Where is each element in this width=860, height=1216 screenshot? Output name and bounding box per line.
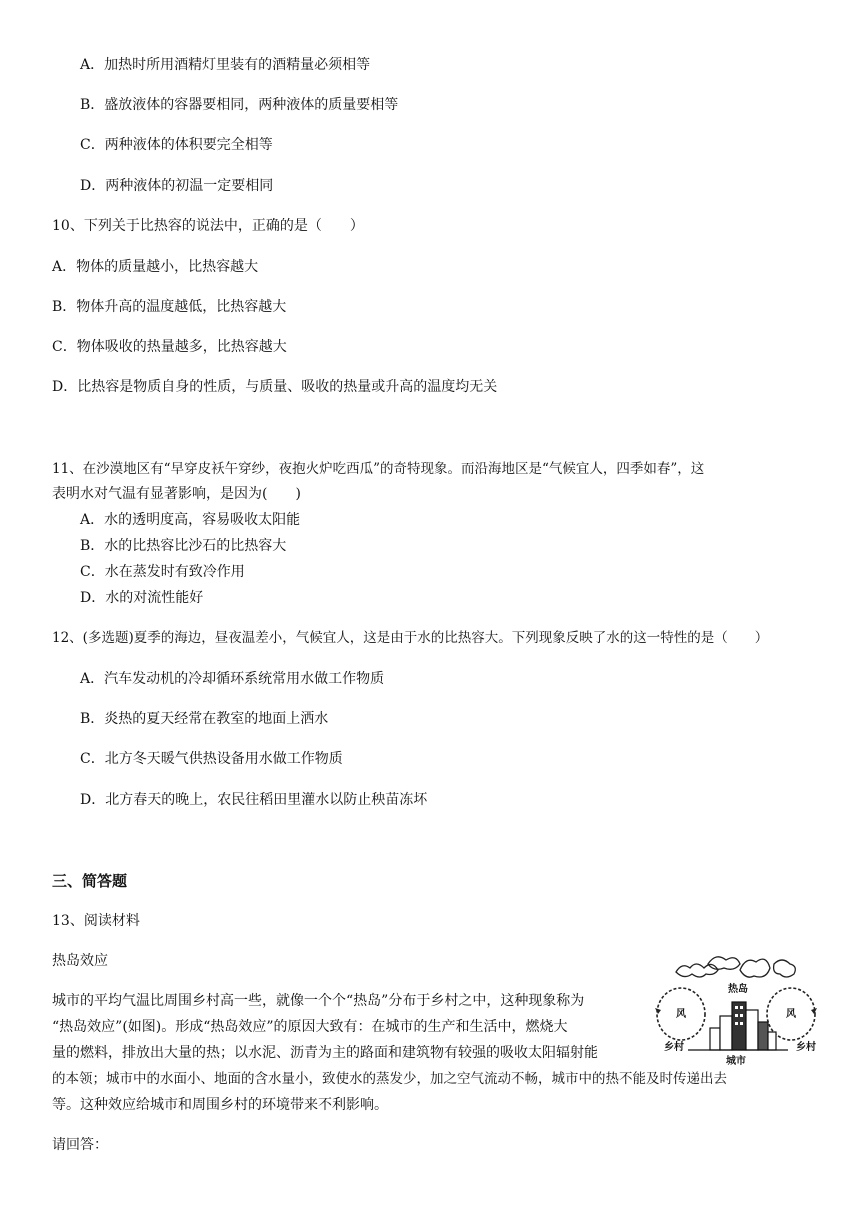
q10-option-b: B．物体升高的温度越低，比热容越大 [52, 299, 287, 315]
village-label-right: 乡村 [796, 1042, 816, 1053]
paragraph-line: 等。这种效应给城市和周围乡村的环境带来不利影响。 [52, 1097, 388, 1113]
q10-stem: 10、下列关于比热容的说法中，正确的是（ ） [52, 218, 364, 234]
smoke-cloud-icon [676, 957, 795, 977]
article-title: 热岛效应 [52, 953, 108, 969]
wind-label-left: 风 [676, 1009, 686, 1020]
q11-stem-line2: 表明水对气温有显著影响，是因为( ) [52, 486, 301, 502]
q12-option-b: B．炎热的夏天经常在教室的地面上洒水 [80, 711, 329, 727]
q9-option-c: C．两种液体的体积要完全相等 [80, 137, 273, 153]
wind-label-right: 风 [786, 1009, 796, 1020]
q11-option-a: A．水的透明度高，容易吸收太阳能 [80, 512, 301, 528]
paragraph-line: 城市的平均气温比周围乡村高一些，就像一个个“热岛”分布于乡村之中，这种现象称为 [52, 993, 585, 1009]
heat-island-figure [648, 950, 826, 1068]
village-label-left: 乡村 [664, 1042, 684, 1053]
q11-stem-line1: 11、在沙漠地区有“早穿皮袄午穿纱，夜抱火炉吃西瓜”的奇特现象。而沿海地区是“气候宜人，四季如春”，这 [52, 461, 705, 477]
q9-option-b: B．盛放液体的容器要相同，两种液体的质量要相等 [80, 97, 399, 113]
q9-option-a: A．加热时所用酒精灯里装有的酒精量必须相等 [80, 57, 371, 73]
q12-option-c: C．北方冬天暖气供热设备用水做工作物质 [80, 751, 343, 767]
q12-stem: 12、(多选题)夏季的海边，昼夜温差小，气候宜人，这是由于水的比热容大。下列现象反映了水的这一特性的是（ ） [52, 630, 769, 646]
q11-option-d: D．水的对流性能好 [80, 590, 204, 606]
q10-option-c: C．物体吸收的热量越多，比热容越大 [52, 339, 287, 355]
heat-island-label: 热岛 [728, 984, 748, 995]
section-heading: 三、简答题 [52, 872, 128, 890]
q11-option-c: C．水在蒸发时有致冷作用 [80, 564, 245, 580]
q13-title: 13、阅读材料 [52, 913, 140, 929]
answer-prompt: 请回答： [52, 1137, 108, 1153]
paragraph-line: 的本领；城市中的水面小、地面的含水量小，致使水的蒸发少，加之空气流动不畅，城市中的热不能及时传递出去 [52, 1071, 727, 1087]
paragraph-line: “热岛效应”(如图)。形成“热岛效应”的原因大致有：在城市的生产和生活中，燃烧大 [52, 1019, 568, 1035]
q11-option-b: B．水的比热容比沙石的比热容大 [80, 538, 287, 554]
city-label: 城市 [726, 1056, 746, 1067]
q12-option-a: A．汽车发动机的冷却循环系统常用水做工作物质 [80, 671, 385, 687]
q12-option-d: D．北方春天的晚上，农民往稻田里灌水以防止秧苗冻坏 [80, 792, 428, 808]
q10-option-d: D．比热容是物质自身的性质，与质量、吸收的热量或升高的温度均无关 [52, 379, 498, 395]
q9-option-d: D．两种液体的初温一定要相同 [80, 178, 274, 194]
q10-option-a: A．物体的质量越小，比热容越大 [52, 259, 259, 275]
paragraph-line: 量的燃料，排放出大量的热；以水泥、沥青为主的路面和建筑物有较强的吸收太阳辐射能 [52, 1045, 598, 1061]
